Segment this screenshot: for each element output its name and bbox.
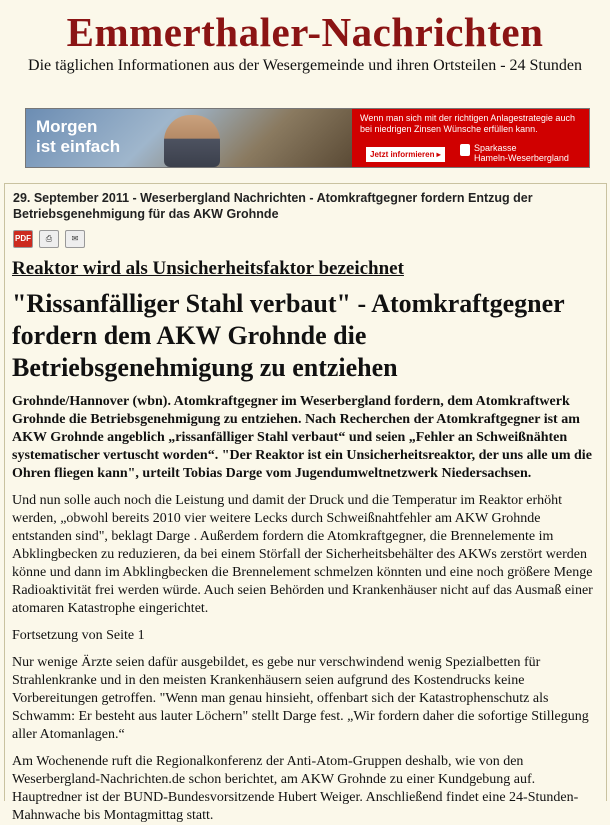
article-dateline: 29. September 2011 - Weserbergland Nachrichten - Atomkraftgegner fordern Entzug der Betriebsgenehmigung für das AKW Grohnde — [13, 191, 533, 221]
article-paragraph: Nur wenige Ärzte seien dafür ausgebildet, es gebe nur verschwindend wenig Spezialbetten für Strahlenkranke und in den meisten Krankenhäusern seien aufgrund des Kostendrucks keine Vorbereitungen getroffen. "Wenn man genau hinsieht, offenbart sich der Katastrophenschutz als Schwamm: Er besteht aus lauter Löchern" stellt Darge fest. „Wir fordern daher die sofortige Stillegung aller Atomanlagen.“ — [12, 655, 589, 742]
article-lead: Grohnde/Hannover (wbn). Atomkraftgegner im Weserbergland fordern, dem Atomkraftwerk Grohnde die Betriebsgenehmigung zu entziehen. Nach Recherchen der Atomkraftgegner ist am AKW Grohnde angeblich „rissanfälliger Stahl verbaut“ und seien „Fehler an Schweißnähten systematischer vertuscht worden“. "Der Reaktor ist ein Unsicherheitsreaktor, der uns alle um die Ohren fliegen kann", urteilt Tobias Darge vom Jugendumweltnetzwerk Niedersachsen. — [12, 394, 592, 481]
site-tagline: Die täglichen Informationen aus der Wesergemeinde und ihren Ortsteilen - 24 Stunden — [28, 57, 582, 74]
ad-slogan — [36, 117, 120, 157]
print-icon[interactable]: ⎙ — [39, 230, 59, 248]
ad-info-button[interactable]: Jetzt informieren ▸ — [366, 147, 445, 162]
sparkasse-ad-banner[interactable] — [25, 108, 590, 168]
article-headline: "Rissanfälliger Stahl verbaut" - Atomkraftgegner fordern dem AKW Grohnde die Betriebsgenehmigung zu entziehen — [12, 289, 565, 382]
ad-text-panel — [352, 109, 589, 167]
article-paragraph: Am Wochenende ruft die Regionalkonferenz der Anti-Atom-Gruppen deshalb, wie von den Weserbergland-Nachrichten.de schon berichtet, am AKW Grohnde zu einer Kundgebung auf. Hauptredner ist der BUND-Bundesvorsitzende Hubert Weiger. Anschließend findet eine 24-Stunden-Mahnwache bis Montagmittag statt. — [12, 754, 579, 823]
pdf-icon[interactable]: PDF — [13, 230, 33, 248]
article-continuation-note: Fortsetzung von Seite 1 — [12, 628, 145, 643]
article-kicker: Reaktor wird als Unsicherheitsfaktor bezeichnet — [12, 258, 404, 279]
article-container — [4, 183, 607, 823]
ad-slogan-line1: Morgen — [36, 117, 98, 136]
ad-bank-name — [474, 143, 569, 163]
ad-bank-line1: Sparkasse — [474, 143, 517, 153]
ad-bank-line2: Hameln-Weserbergland — [474, 153, 569, 163]
sparkasse-logo-icon — [460, 144, 470, 156]
ad-photo — [26, 109, 352, 167]
article-paragraph: Und nun solle auch noch die Leistung und damit der Druck und die Temperatur im Reaktor erhöht werden, „obwohl bereits 2010 vier weitere Lecks durch Schweißnahtfehler am AKW Grohnde entstanden sind", beklagt Darge . Außerdem fordern die Atomkraftgegner, die Brennelemente im Abklingbecken zu reduzieren, da bei einem Störfall der Sicherheitsbehälter des AKWs zerstört werden könne und dann im Abklingbecken die Brennelement schmelzen könnten und eine noch größere Menge Radioaktivität frei werden würde. Auch seien Behörden und Krankenhäuser nicht auf das Ausmaß einer atomaren Katastrophe eingerichtet. — [12, 493, 593, 616]
article-tools — [5, 222, 606, 246]
ad-slogan-line2: ist einfach — [36, 137, 121, 156]
email-icon[interactable]: ✉ — [65, 230, 85, 248]
ad-text: Wenn man sich mit der richtigen Anlagestrategie auch bei niedrigen Zinsen Wünsche erfüllen kann. — [360, 113, 575, 134]
masthead — [0, 0, 610, 76]
site-title[interactable]: Emmerthaler-Nachrichten — [66, 9, 544, 55]
ad-person-image — [164, 115, 220, 167]
